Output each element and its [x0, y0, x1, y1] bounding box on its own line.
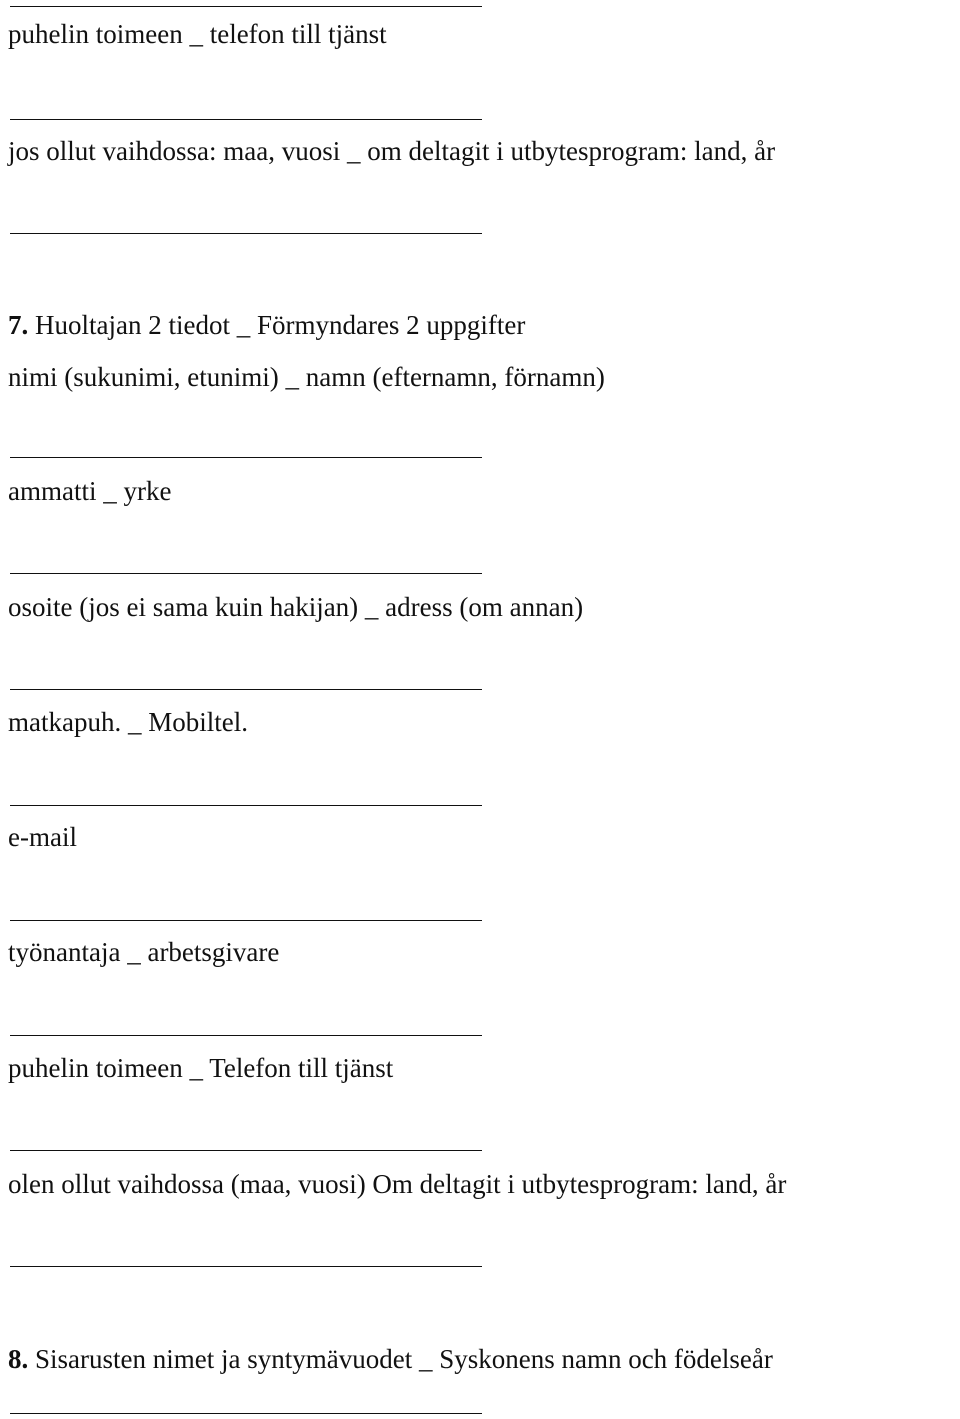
section7-title: Huoltajan 2 tiedot _ Förmyndares 2 uppgifter [35, 310, 526, 340]
guardian2-address-line[interactable] [10, 689, 482, 690]
guardian2-email-label: e-mail [8, 822, 77, 852]
section7-number: 7. [8, 310, 29, 340]
guardian2-mobile-label: matkapuh. _ Mobiltel. [8, 707, 248, 737]
guardian1-exchange-line[interactable] [10, 233, 482, 234]
guardian2-address-label: osoite (jos ei sama kuin hakijan) _ adress (om annan) [8, 592, 584, 622]
guardian2-name-label: nimi (sukunimi, etunimi) _ namn (efternamn, förnamn) [8, 362, 605, 392]
siblings-answer-line[interactable] [10, 1413, 482, 1414]
section8-title: Sisarusten nimet ja syntymävuodet _ Syskonens namn och födelseår [35, 1344, 773, 1374]
guardian2-employer-label: työnantaja _ arbetsgivare [8, 937, 280, 967]
section8-heading [8, 1343, 773, 1375]
answer-line-prev[interactable] [10, 6, 482, 7]
guardian2-exchange-line[interactable] [10, 1266, 482, 1267]
section8-number: 8. [8, 1344, 29, 1374]
guardian2-work-phone-line[interactable] [10, 1150, 482, 1151]
guardian1-work-phone-line[interactable] [10, 119, 482, 120]
guardian2-exchange-label: olen ollut vaihdossa (maa, vuosi) Om deltagit i utbytesprogram: land, år [8, 1169, 787, 1199]
section7-heading [8, 309, 525, 341]
guardian2-occupation-line[interactable] [10, 573, 482, 574]
guardian2-name-line[interactable] [10, 457, 482, 458]
guardian2-email-line[interactable] [10, 920, 482, 921]
guardian2-mobile-line[interactable] [10, 805, 482, 806]
guardian2-occupation-label: ammatti _ yrke [8, 476, 172, 506]
guardian2-employer-line[interactable] [10, 1035, 482, 1036]
guardian2-work-phone-label: puhelin toimeen _ Telefon till tjänst [8, 1053, 394, 1083]
guardian1-exchange-label: jos ollut vaihdossa: maa, vuosi _ om deltagit i utbytesprogram: land, år [8, 136, 776, 166]
guardian1-work-phone-label: puhelin toimeen _ telefon till tjänst [8, 19, 387, 49]
